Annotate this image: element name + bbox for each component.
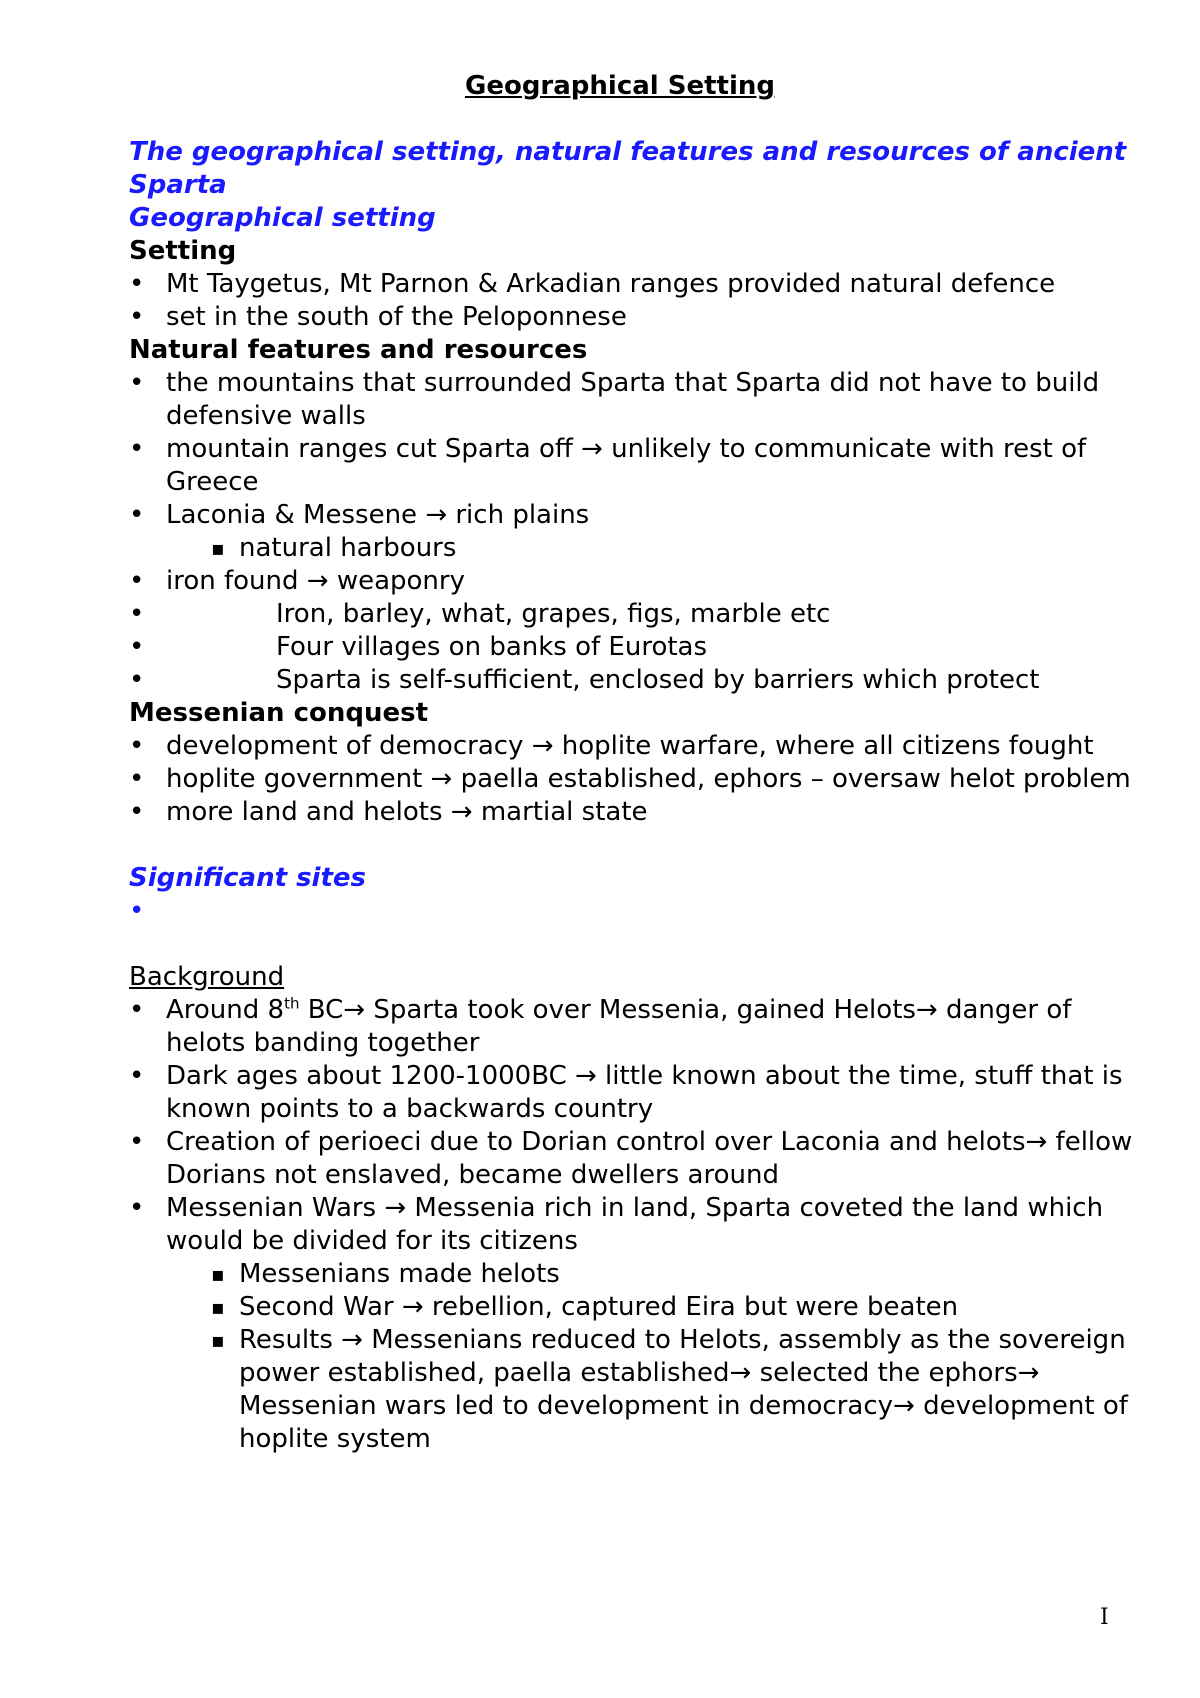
background-heading: Background — [129, 962, 285, 992]
list-item: • Four villages on banks of Eurotas — [129, 631, 1159, 664]
setting-heading: Setting — [129, 236, 237, 266]
sites-list — [129, 895, 1159, 928]
list-item: • Sparta is self-sufficient, enclosed by barriers which protect — [129, 664, 1159, 697]
document-body — [129, 136, 1159, 1456]
sub-list-item: ▪ Results → Messenians reduced to Helots, assembly as the sovereign power established, paella established→ selected the ephors→ Messenian wars led to development in democracy→ development of hoplite system — [129, 1324, 1159, 1456]
list-item: • Messenian Wars → Messenia rich in land, Sparta coveted the land which would be divided for its citizens — [129, 1192, 1159, 1258]
list-item: • the mountains that surrounded Sparta that Sparta did not have to build defensive walls — [129, 367, 1159, 433]
superscript: th — [284, 994, 300, 1013]
sub-heading: Geographical setting — [129, 203, 436, 233]
spacer — [129, 829, 1159, 862]
list-item: • development of democracy → hoplite warfare, where all citizens fought — [129, 730, 1159, 763]
sub-list-item: ▪ natural harbours — [129, 532, 1159, 565]
list-item: • set in the south of the Peloponnese — [129, 301, 1159, 334]
list-item: • Dark ages about 1200-1000BC → little known about the time, stuff that is known points to a backwards country — [129, 1060, 1159, 1126]
page-number: I — [1100, 1605, 1109, 1630]
list-item: • Iron, barley, what, grapes, figs, marble etc — [129, 598, 1159, 631]
intro-heading: The geographical setting, natural features and resources of ancient Sparta — [129, 137, 1127, 200]
messenian-list — [129, 730, 1159, 829]
background-list — [129, 994, 1159, 1456]
sub-list-item: ▪ Messenians made helots — [129, 1258, 1159, 1291]
messenian-heading: Messenian conquest — [129, 698, 429, 728]
list-item: • Creation of perioeci due to Dorian control over Laconia and helots→ fellow Dorians not enslaved, became dwellers around — [129, 1126, 1159, 1192]
item-text: Around 8 — [166, 995, 285, 1025]
list-item: • iron found → weaponry — [129, 565, 1159, 598]
setting-list — [129, 268, 1159, 334]
item-text: BC→ Sparta took over Messenia, gained Helots→ danger of helots banding together — [166, 995, 1072, 1058]
empty-list-item — [129, 895, 1159, 928]
list-item: • hoplite government → paella established, ephors – oversaw helot problem — [129, 763, 1159, 796]
list-item: • mountain ranges cut Sparta off → unlikely to communicate with rest of Greece — [129, 433, 1159, 499]
spacer — [129, 928, 1159, 961]
natural-heading: Natural features and resources — [129, 335, 588, 365]
list-item: • Laconia & Messene → rich plains — [129, 499, 1159, 532]
sites-heading: Significant sites — [129, 863, 367, 893]
document-title: Geographical Setting — [464, 71, 776, 101]
list-item — [129, 994, 1159, 1060]
sub-list-item: ▪ Second War → rebellion, captured Eira but were beaten — [129, 1291, 1159, 1324]
list-item: • more land and helots → martial state — [129, 796, 1159, 829]
list-item: • Mt Taygetus, Mt Parnon & Arkadian ranges provided natural defence — [129, 268, 1159, 301]
natural-list — [129, 367, 1159, 697]
